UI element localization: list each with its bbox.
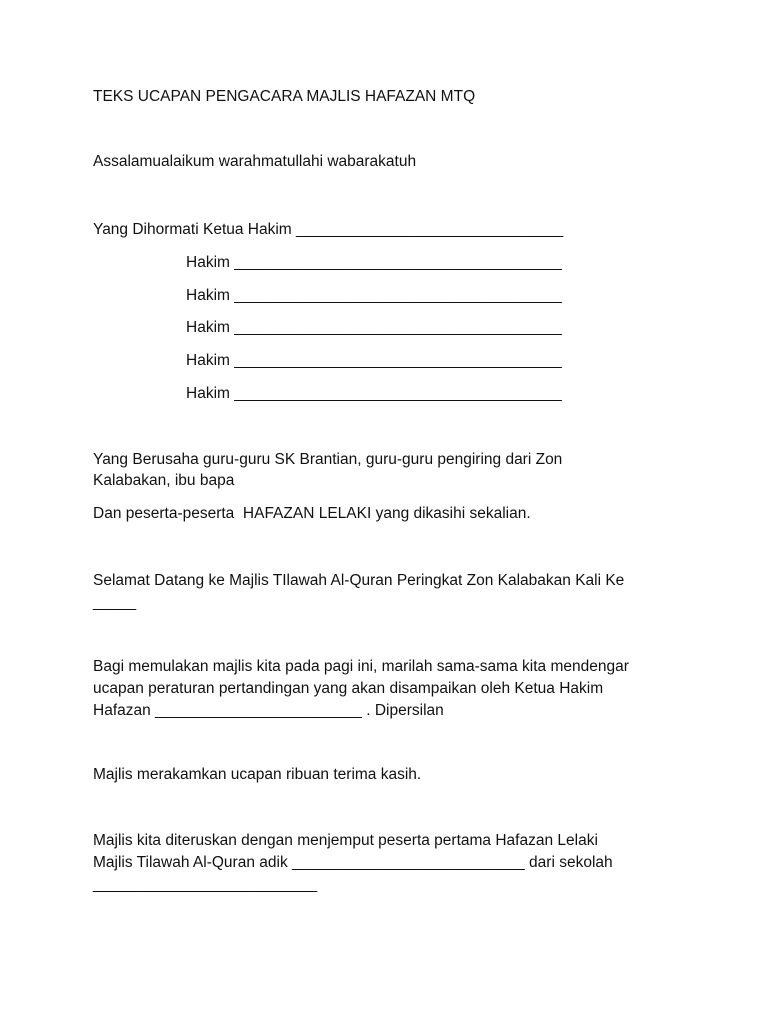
welcome-line-1: Selamat Datang ke Majlis TIlawah Al-Quran Peringkat Zon Kalabakan Kali Ke xyxy=(93,572,625,589)
judge-line: Hakim ______________________________________ xyxy=(186,254,562,271)
judge-line: Hakim ______________________________________ xyxy=(186,385,562,402)
greeting: Assalamualaikum warahmatullahi wabarakatuh xyxy=(93,153,417,170)
audience-line-1: Yang Berusaha guru-guru SK Brantian, guru-guru pengiring dari Zon xyxy=(93,451,563,468)
opening-line-1: Bagi memulakan majlis kita pada pagi ini, marilah sama-sama kita mendengar xyxy=(93,658,629,675)
continuation-line-3: __________________________ xyxy=(93,876,318,893)
continuation-line-2: Majlis Tilawah Al-Quran adik ___________________________ dari sekolah xyxy=(93,854,613,871)
thanks-line: Majlis merakamkan ucapan ribuan terima kasih. xyxy=(93,766,422,783)
audience-line-3: Dan peserta-peserta HAFAZAN LELAKI yang dikasihi sekalian. xyxy=(93,505,531,522)
document-title: TEKS UCAPAN PENGACARA MAJLIS HAFAZAN MTQ xyxy=(93,88,476,105)
opening-line-3: Hafazan ________________________ . Dipersilan xyxy=(93,702,444,719)
welcome-line-2: _____ xyxy=(93,594,137,611)
opening-line-2: ucapan peraturan pertandingan yang akan disampaikan oleh Ketua Hakim xyxy=(93,680,604,697)
judge-line: Hakim ______________________________________ xyxy=(186,352,562,369)
judge-line: Hakim ______________________________________ xyxy=(186,319,562,336)
continuation-line-1: Majlis kita diteruskan dengan menjemput peserta pertama Hafazan Lelaki xyxy=(93,832,598,849)
head-judge-line: Yang Dihormati Ketua Hakim _______________________________ xyxy=(93,221,564,238)
audience-line-2: Kalabakan, ibu bapa xyxy=(93,472,235,489)
judge-line: Hakim ______________________________________ xyxy=(186,287,562,304)
